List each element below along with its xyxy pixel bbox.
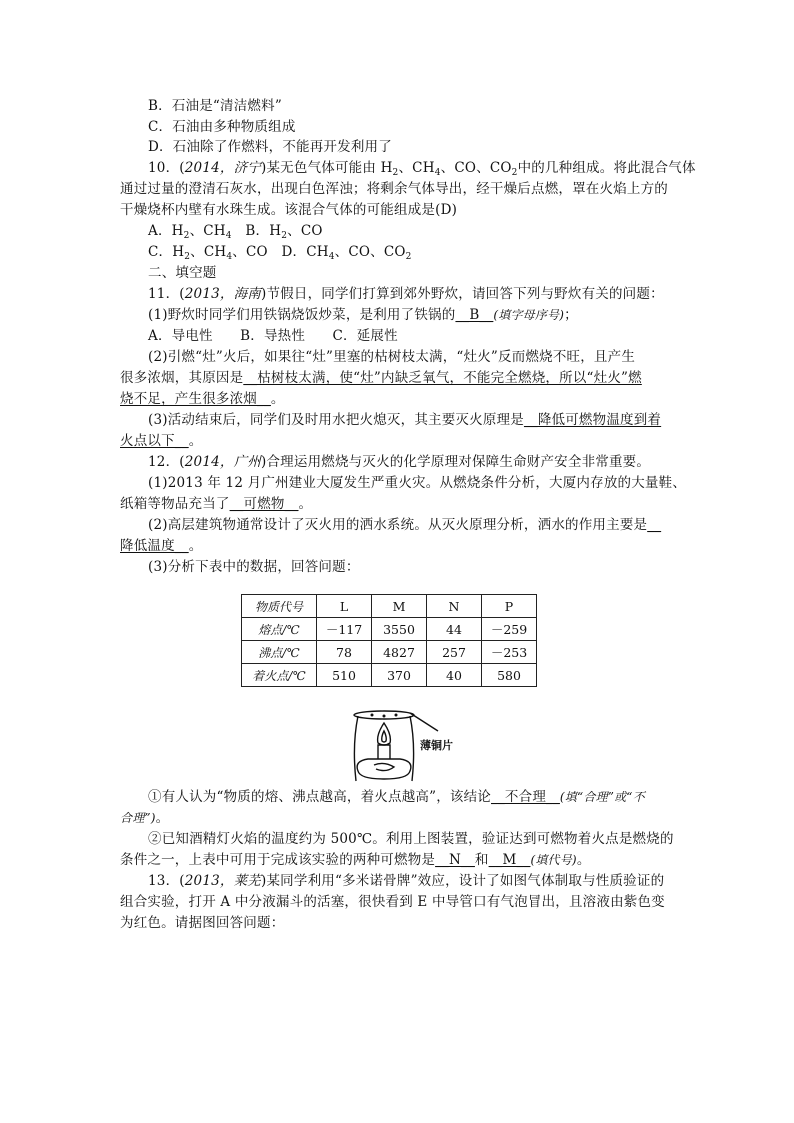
answer: __可燃物__ [229,496,299,512]
question-12-part-3: (3)分析下表中的数据，回答问题： [148,559,360,575]
table-cell: 熔点/℃ [242,618,317,641]
table-row [242,641,537,664]
question-11: 11．(2013，海南)节假日，同学们打算到郊外野炊，请回答下列与野炊有关的问题： [148,286,664,302]
source-tag: 2014，广州 [184,454,262,470]
table-row [242,664,537,687]
question-12: 12．(2014，广州)合理运用燃烧与灭火的化学原理对保障生命财产安全非常重要。 [148,454,651,470]
question-12-sub-2-cont: 条件之一，上表中可用于完成该实验的两种可燃物是__N__和__M__(填代号)。 [120,852,591,868]
table-cell: 370 [372,664,427,687]
source-tag: 2013，海南 [184,286,262,302]
answer: __M__ [488,852,531,868]
question-11-part-2-answer-cont: 烧不足，产生很多浓烟__。 [120,391,285,407]
question-11-part-2: (2)引燃“灶”火后，如果往“灶”里塞的枯树枝太满，“灶火”反而燃烧不旺，且产生 [148,349,636,365]
option-c: C．石油由多种物质组成 [148,119,296,135]
question-10-text: 通过过量的澄清石灰水，出现白色浑浊；将剩余气体导出，经干燥后点燃，罩在火焰上方的 [120,181,668,197]
table-cell: 3550 [372,618,427,641]
question-12-part-1: (1)2013 年 12 月广州建业大厦发生严重火灾。从燃烧条件分析，大厦内存放的大量鞋、 [148,475,687,491]
answer: __B__ [455,307,494,323]
table-cell: 40 [427,664,482,687]
question-11-part-1: (1)野炊时同学们用铁锅烧饭炒菜，是利用了铁锅的__B__(填字母序号)； [148,307,578,323]
answer: __ [647,517,662,533]
question-12-sub-1-cont: 合理”)。 [120,810,170,826]
table-cell: 沸点/℃ [242,641,317,664]
question-12-part-1-cont: 纸箱等物品充当了__可燃物__。 [120,496,313,512]
source-tag: 2013，莱芜 [184,873,262,889]
question-10: 10．(2014，济宁)某无色气体可能由 $H_2$、$CH_4$、CO、$CO_2$中的几种组成。将此混合气体 [148,160,696,178]
table-cell: 580 [482,664,537,687]
table-header-cell: M [372,595,427,618]
table-cell: －259 [482,618,537,641]
question-12-part-2: (2)高层建筑物通常设计了灭火用的洒水系统。从灭火原理分析，洒水的作用主要是__ [148,517,662,533]
question-11-options: A．导电性 B．导热性 C．延展性 [148,328,398,344]
wick-swirl [374,763,394,770]
figure-label: 薄铜片 [420,739,453,752]
table-header-cell: 物质代号 [242,595,317,618]
table-header-row [242,595,537,618]
question-11-part-3-cont: 火点以下__。 [120,433,203,449]
answer: 火点以下__ [120,433,189,449]
answer: __枯树枝太满，使“灶”内缺乏氧气，不能完全燃烧，所以“灶火”燃 [243,370,642,386]
question-12-sub-2: ②已知酒精灯火焰的温度约为 500℃。利用上图装置，验证达到可燃物着火点是燃烧的 [148,831,674,847]
options-cd: C．$H_2$、$CH_4$、CO D．$CH_4$、CO、$CO_2$ [148,244,412,262]
source-tag: 2014，济宁 [184,160,262,176]
data-table [241,594,537,687]
table-header-cell: N [427,595,482,618]
answer: 烧不足，产生很多浓烟__ [120,391,271,407]
question-12-sub-1: ①有人认为“物质的熔、沸点越高，着火点越高”，该结论__不合理__(填“合理”或“不 [148,789,645,805]
question-13-text: 为红色。请据图回答问题： [120,915,285,931]
lamp-neck [378,745,390,759]
table-header-cell: P [482,595,537,618]
question-13-text: 组合实验，打开 A 中分液漏斗的活塞，很快看到 E 中导管口有气泡冒出，且溶液由紫色变 [120,894,665,910]
table-cell: 257 [427,641,482,664]
option-d: D．石油除了作燃料，不能再开发利用了 [148,139,392,155]
table-row [242,618,537,641]
answer: __N__ [435,852,475,868]
table-cell: －117 [317,618,372,641]
question-12-part-2-cont: 降低温度__。 [120,538,203,554]
table-cell: 510 [317,664,372,687]
table-cell: 4827 [372,641,427,664]
lamp-body [357,759,411,779]
flame-inner [382,731,387,742]
table-cell: 着火点/℃ [242,664,317,687]
question-11-part-2-answer: 很多浓烟，其原因是__枯树枝太满，使“灶”内缺乏氧气，不能完全燃烧，所以“灶火”燃 [120,370,642,386]
answer: __不合理__ [491,789,560,805]
section-heading: 二、填空题 [148,265,217,281]
question-10-text: 干燥烧杯内壁有水珠生成。该混合气体的可能组成是(D) [120,202,458,218]
question-13: 13．(2013，莱芜)某同学利用“多米诺骨牌”效应，设计了如图气体制取与性质验证的 [148,873,665,889]
label-leader [410,713,438,731]
table-cell: －253 [482,641,537,664]
table-header-cell: L [317,595,372,618]
question-11-part-3: (3)活动结束后，同学们及时用水把火熄灭，其主要灭火原理是__降低可燃物温度到着 [148,412,662,428]
option-b: B．石油是“清洁燃料” [148,98,282,114]
answer: 降低温度__ [120,538,189,554]
table-cell: 44 [427,618,482,641]
table-cell: 78 [317,641,372,664]
options-ab: A．$H_2$、$CH_4$ B．$H_2$、CO [148,223,323,241]
answer: __降低可燃物温度到着 [523,412,662,428]
